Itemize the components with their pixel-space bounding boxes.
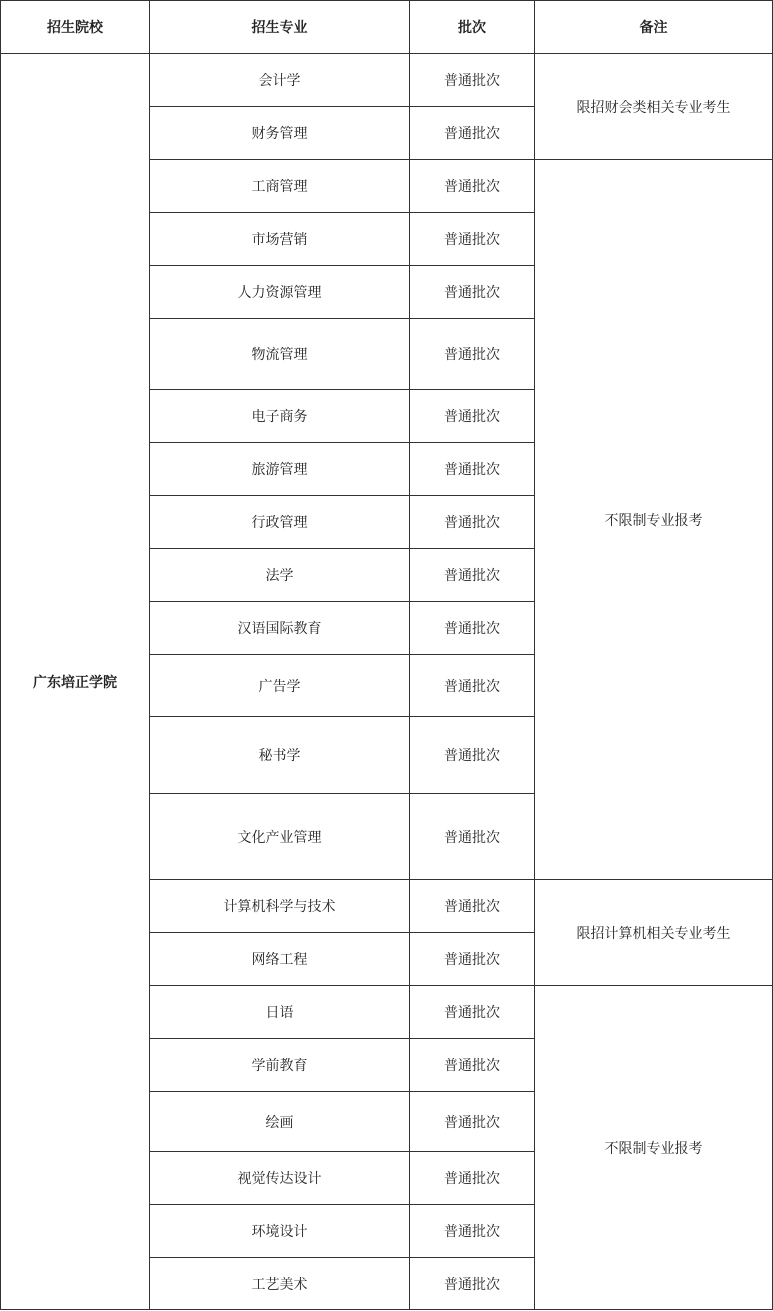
header-batch: 批次	[410, 1, 535, 54]
batch-cell: 普通批次	[410, 602, 535, 655]
batch-cell: 普通批次	[410, 319, 535, 390]
batch-cell: 普通批次	[410, 390, 535, 443]
batch-cell: 普通批次	[410, 717, 535, 794]
batch-cell: 普通批次	[410, 1205, 535, 1258]
major-cell: 视觉传达设计	[150, 1152, 410, 1205]
major-cell: 电子商务	[150, 390, 410, 443]
batch-cell: 普通批次	[410, 213, 535, 266]
major-cell: 绘画	[150, 1092, 410, 1152]
batch-cell: 普通批次	[410, 655, 535, 717]
batch-cell: 普通批次	[410, 54, 535, 107]
batch-cell: 普通批次	[410, 986, 535, 1039]
major-cell: 学前教育	[150, 1039, 410, 1092]
batch-cell: 普通批次	[410, 1039, 535, 1092]
major-cell: 行政管理	[150, 496, 410, 549]
major-cell: 秘书学	[150, 717, 410, 794]
note-cell: 不限制专业报考	[535, 986, 773, 1310]
header-note: 备注	[535, 1, 773, 54]
note-cell: 不限制专业报考	[535, 160, 773, 880]
major-cell: 旅游管理	[150, 443, 410, 496]
header-row	[1, 1, 773, 54]
batch-cell: 普通批次	[410, 443, 535, 496]
major-cell: 计算机科学与技术	[150, 880, 410, 933]
major-cell: 财务管理	[150, 107, 410, 160]
table-row	[1, 54, 773, 107]
note-cell: 限招财会类相关专业考生	[535, 54, 773, 160]
major-cell: 物流管理	[150, 319, 410, 390]
major-cell: 日语	[150, 986, 410, 1039]
batch-cell: 普通批次	[410, 794, 535, 880]
major-cell: 市场营销	[150, 213, 410, 266]
batch-cell: 普通批次	[410, 496, 535, 549]
major-cell: 会计学	[150, 54, 410, 107]
batch-cell: 普通批次	[410, 1152, 535, 1205]
major-cell: 文化产业管理	[150, 794, 410, 880]
batch-cell: 普通批次	[410, 880, 535, 933]
school-name-cell: 广东培正学院	[1, 54, 150, 1310]
batch-cell: 普通批次	[410, 107, 535, 160]
major-cell: 网络工程	[150, 933, 410, 986]
major-cell: 广告学	[150, 655, 410, 717]
major-cell: 法学	[150, 549, 410, 602]
major-cell: 工商管理	[150, 160, 410, 213]
major-cell: 汉语国际教育	[150, 602, 410, 655]
batch-cell: 普通批次	[410, 933, 535, 986]
batch-cell: 普通批次	[410, 160, 535, 213]
header-school: 招生院校	[1, 1, 150, 54]
header-major: 招生专业	[150, 1, 410, 54]
note-cell: 限招计算机相关专业考生	[535, 880, 773, 986]
major-cell: 环境设计	[150, 1205, 410, 1258]
batch-cell: 普通批次	[410, 1258, 535, 1310]
batch-cell: 普通批次	[410, 1092, 535, 1152]
major-cell: 工艺美术	[150, 1258, 410, 1310]
batch-cell: 普通批次	[410, 266, 535, 319]
batch-cell: 普通批次	[410, 549, 535, 602]
major-cell: 人力资源管理	[150, 266, 410, 319]
